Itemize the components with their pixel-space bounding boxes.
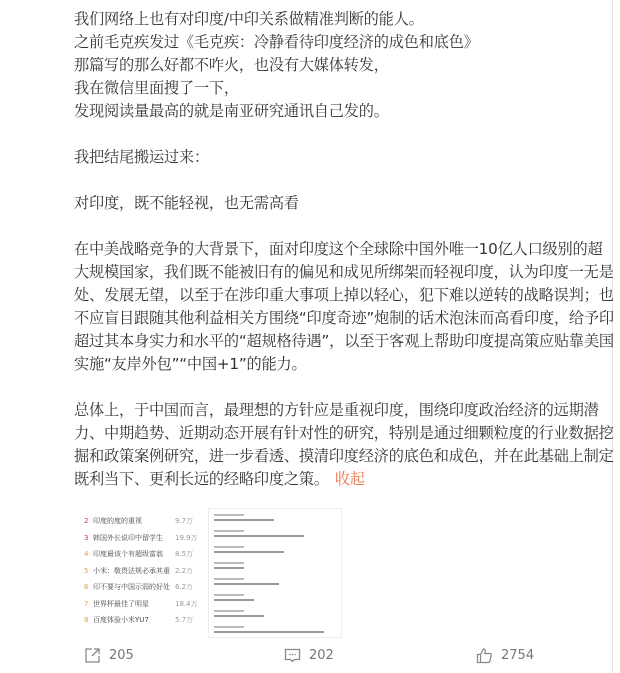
rank-number: 6 xyxy=(84,583,89,591)
hot-count: 18.4万 xyxy=(175,599,198,608)
comment-button[interactable] xyxy=(284,647,334,664)
intro-line: 我们网络上也有对印度/中印关系做精准判断的能人。 xyxy=(74,10,424,28)
comment-preview-line xyxy=(214,594,254,604)
image-thumbnail-comments[interactable] xyxy=(208,508,342,638)
paragraph-2 xyxy=(74,399,614,491)
hot-list-row xyxy=(84,612,204,629)
hot-list-row xyxy=(84,530,204,547)
hot-count: 8.5万 xyxy=(175,550,194,558)
hot-list-row xyxy=(84,563,204,580)
hot-list-row xyxy=(84,596,204,613)
post-body xyxy=(74,8,614,491)
comment-preview-line xyxy=(214,562,244,572)
hot-count: 19.9万 xyxy=(175,533,198,542)
comment-preview-line xyxy=(214,546,284,556)
comment-preview-line xyxy=(214,514,274,524)
comment-preview-line xyxy=(214,626,324,636)
thumbs-up-icon xyxy=(476,647,493,664)
rank-number: 4 xyxy=(84,550,89,558)
hot-count: 6.2万 xyxy=(175,583,194,591)
paragraph-1: 在中美战略竞争的大背景下，面对印度这个全球除中国外唯一10亿人口级别的超大规模国家，我们既不能被旧有的偏见和成见所绑架而轻视印度，认为印度一无是处、发展无望，以至于在涉印重大事项上掉以轻心，犯下难以逆转的战略误判；也不应盲目跟随其他利益相关方围绕“印度奇迹”炮制的话术泡沫而高看印度，给予印超过其本身实力和水平的“超规格待遇”，以至于客观上帮助印度提高策应贴靠美国实施“友岸外包”“中国+1”的能力。 xyxy=(74,240,614,373)
hot-title: 世界杯最佳了明星 xyxy=(93,599,149,608)
comment-preview-line xyxy=(214,530,304,540)
rank-number: 3 xyxy=(84,533,89,542)
paragraph-2-text: 总体上，于中国而言，最理想的方针应是重视印度，围绕印度政治经济的远期潜力、中期趋势、近期动态开展有针对性的研究，特别是通过细颗粒度的行业数据挖掘和政策案例研究，进一步看透、摸清印度经济的底色和成色，并在此基础上制定既利当下、更利长远的经略印度之策。 xyxy=(74,401,614,488)
repost-icon xyxy=(84,647,101,664)
hot-count: 9.7万 xyxy=(175,517,194,525)
hot-list-row xyxy=(84,513,204,530)
hot-title: 印度最该个有超级富翁 xyxy=(93,550,163,558)
hot-title: 印度的度的重视 xyxy=(93,517,142,525)
hot-count: 5.7万 xyxy=(175,616,194,624)
rank-number: 5 xyxy=(84,566,89,575)
comment-preview-line xyxy=(214,610,264,620)
rank-number: 7 xyxy=(84,599,89,608)
comment-count: 202 xyxy=(309,648,334,663)
rank-number: 8 xyxy=(84,616,89,624)
hot-list-row xyxy=(84,546,204,563)
hot-title: 印不要与中国示弱的好处 xyxy=(93,583,170,591)
intro-line: 发现阅读量最高的就是南亚研究通讯自己发的。 xyxy=(74,102,389,120)
quote-heading: 对印度，既不能轻视，也无需高看 xyxy=(74,194,299,212)
collapse-link[interactable]: 收起 xyxy=(334,470,365,488)
hot-title: 小米：敬畏法规必承其重 xyxy=(93,566,170,575)
comment-icon xyxy=(284,647,301,664)
hot-title: 百度体验小米YU7 xyxy=(93,616,149,624)
repost-button[interactable] xyxy=(84,647,134,664)
hot-title: 韩国外长说印中留学生 xyxy=(93,533,163,542)
action-bar xyxy=(0,647,612,669)
quote-intro: 我把结尾搬运过来： xyxy=(74,148,209,166)
comment-preview-line xyxy=(214,578,279,588)
intro-line: 之前毛克疾发过《毛克疾：冷静看待印度经济的成色和底色》 xyxy=(74,33,479,51)
repost-count: 205 xyxy=(109,648,134,663)
like-count: 2754 xyxy=(501,648,535,663)
hot-list-row xyxy=(84,579,204,596)
image-thumbnail-hot-list[interactable] xyxy=(84,505,204,640)
rank-number: 2 xyxy=(84,517,89,525)
hot-count: 2.2万 xyxy=(175,566,194,575)
like-button[interactable] xyxy=(476,647,534,664)
intro-line: 我在微信里面搜了一下， xyxy=(74,79,239,97)
intro-line: 那篇写的那么好都不咋火，也没有大媒体转发， xyxy=(74,56,389,74)
